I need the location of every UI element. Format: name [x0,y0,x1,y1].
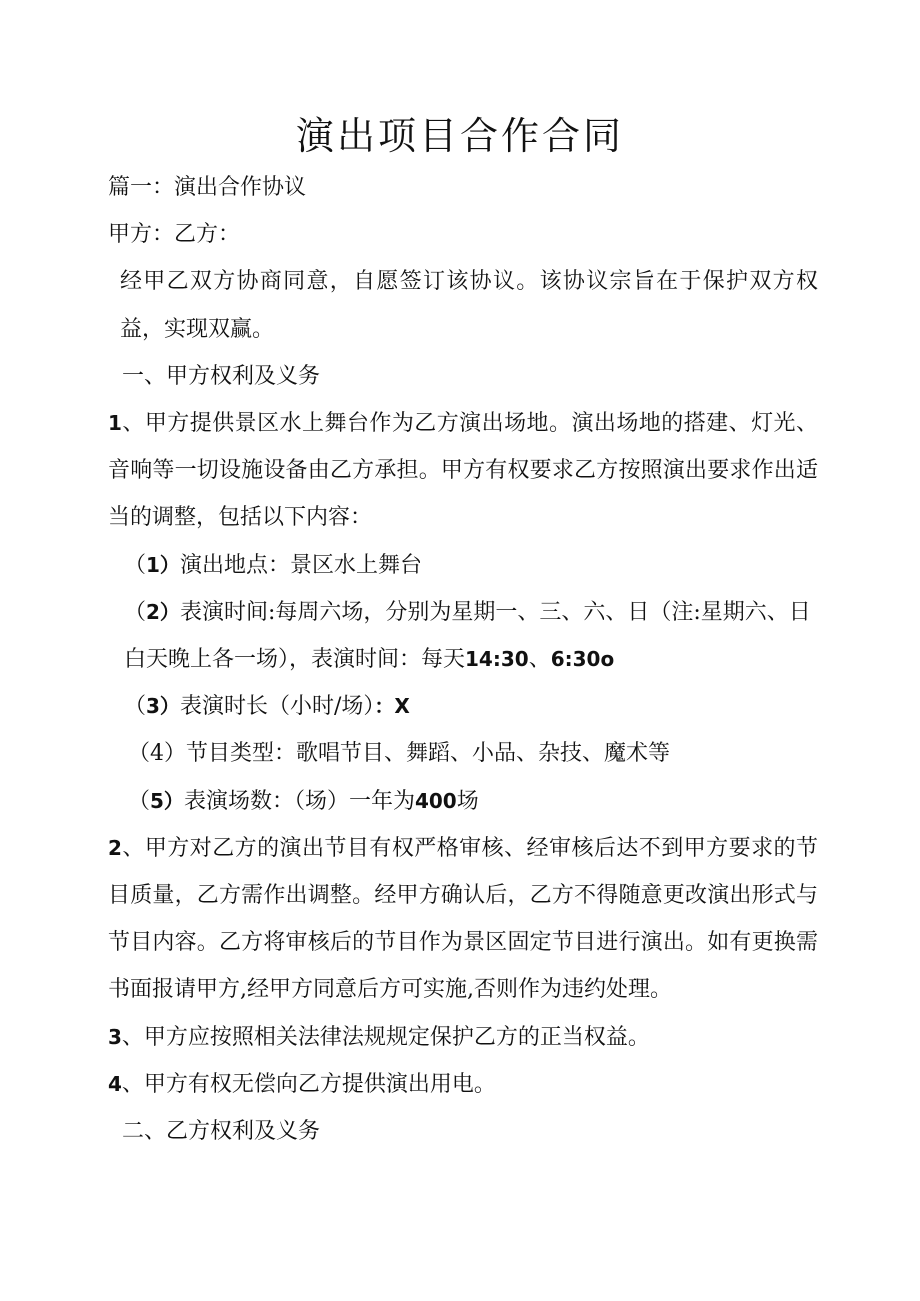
paren: （ [124,599,147,625]
parties-line: 甲方：乙方： [108,222,241,248]
section-1-heading: 一、甲方权利及义务 [122,363,321,389]
clause-1 [108,400,818,542]
clause-text: 、甲方有权无偿向乙方提供演出用电。 [121,1071,496,1097]
clause-number: 1 [108,411,122,436]
sub-item-number: 3） [146,694,180,719]
clause-text: 、甲方对乙方的演出节目有权严格审核、经审核后达不到甲方要求的节目质量，乙方需作出调整。经甲方确认后，乙方不得随意更改演出形式与节目内容。乙方将审核后的节目作为景区固定节目进行演出。如有更换需书面报请甲方,经甲方同意后方可实施,否则作为违约处理。 [108,835,818,1003]
document-title: 演出项目合作合同 [295,114,624,158]
show-count-unit: 场 [456,788,479,814]
clause-2 [108,825,818,1014]
show-count-value: 400 [414,788,457,813]
clause-3 [108,1014,818,1061]
sub-item-5 [108,778,818,825]
chapter-heading: 篇一：演出合作协议 [108,175,307,200]
preamble-paragraph: 经甲乙双方协商同意，自愿签订该协议。该协议宗旨在于保护双方权益，实现双赢。 [120,269,818,342]
section-2-heading: 二、乙方权利及义务 [122,1119,321,1145]
show-time-2: 6:30o [550,647,615,672]
clause-number: 2 [108,835,122,860]
sub-item-text: :每周六场，分别为星期一、三、六、日（注 [267,599,694,625]
sub-item-number: 2） [146,599,180,624]
sub-item-3 [108,683,818,730]
paren: （ [124,552,147,578]
sub-item-2 [108,589,818,683]
sub-item-text: 表演时间 [179,599,268,625]
sub-item-text: 表演时长（小时/场） [179,694,375,720]
separator: 、 [528,647,551,673]
document-body [108,164,818,1155]
sub-item-number: 1） [146,552,180,577]
sub-item-number: 5） [150,788,184,813]
show-time-1: 14:30 [465,647,529,672]
clause-4 [108,1061,818,1108]
paren: （ [128,788,151,814]
clause-number: 4 [108,1071,122,1096]
clause-text: 、甲方提供景区水上舞台作为乙方演出场地。演出场地的搭建、灯光、音响等一切设施设备由乙方承担。甲方有权要求乙方按照演出要求作出适当的调整，包括以下内容： [108,411,818,531]
duration-value: ：X [374,694,410,719]
sub-item-text: 表演场数：（场）一年为 [183,788,415,814]
sub-item-1 [108,542,818,589]
sub-item-text: :星期六、日白天晚上各一场），表演时间：每天 [124,599,811,673]
clause-text: 、甲方应按照相关法律法规规定保护乙方的正当权益。 [121,1024,650,1050]
sub-item-4: （4）节目类型：歌唱节目、舞蹈、小品、杂技、魔术等 [128,741,670,767]
sub-item-text: 演出地点：景区水上舞台 [179,552,422,578]
clause-number: 3 [108,1024,122,1049]
paren: （ [124,694,147,720]
